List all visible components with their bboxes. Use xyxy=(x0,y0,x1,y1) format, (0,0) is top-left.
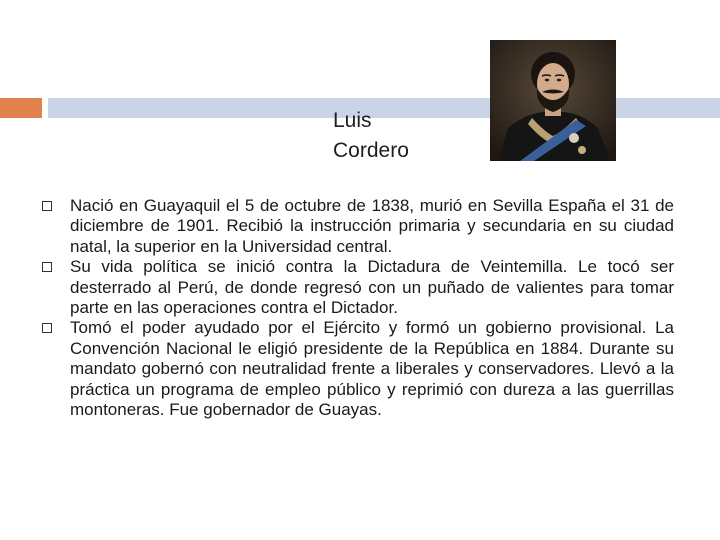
bullet-item-birth xyxy=(42,196,674,257)
title-last-name: Cordero xyxy=(333,139,409,162)
square-bullet-icon xyxy=(42,323,52,333)
slide-title xyxy=(333,106,409,166)
title-first-name: Luis xyxy=(333,109,372,132)
portrait-image xyxy=(490,40,616,161)
title-accent-bar xyxy=(0,98,42,118)
bullet-text: Su vida política se inició contra la Dictadura de Veintemilla. Le tocó ser desterrado al Perú, de donde regresó con un puñado de valientes para tomar parte en las operaciones contra el Dictador. xyxy=(70,257,674,318)
bullet-list xyxy=(42,196,674,420)
bullet-text: Tomó el poder ayudado por el Ejército y formó un gobierno provisional. La Convención Nacional le eligió presidente de la República en 1884. Durante su mandato gobernó con neutralidad frente a liberales y conservadores. Llevó a la práctica un programa de empleo público y reprimió con dureza a las guerrillas montoneras. Fue gobernador de Guayas. xyxy=(70,318,674,420)
bullet-item-government xyxy=(42,318,674,420)
bullet-item-politics xyxy=(42,257,674,318)
portrait-illustration xyxy=(490,40,616,161)
bullet-text: Nació en Guayaquil el 5 de octubre de 1838, murió en Sevilla España el 31 de diciembre de 1901. Recibió la instrucción primaria y secundaria en su ciudad natal, la superior en la Universidad central. xyxy=(70,196,674,256)
square-bullet-icon xyxy=(42,201,52,211)
square-bullet-icon xyxy=(42,262,52,272)
